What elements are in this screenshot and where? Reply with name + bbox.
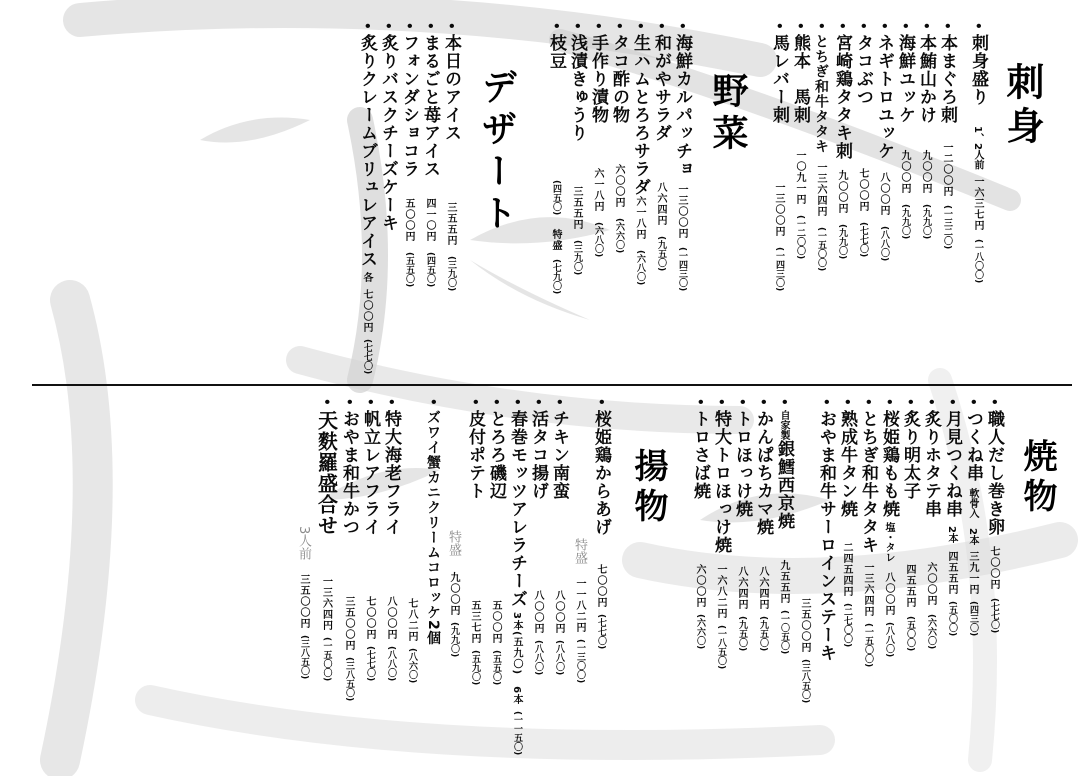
menu-item-agemono-8: • ズワイ蟹カニクリームコロッケ2個 bbox=[425, 398, 441, 646]
menu-item-yakimono-5: • 桜姫鶏もも焼 塩・タレ 八〇〇円 (八八〇) bbox=[879, 398, 899, 657]
menu-item-agemono-0: • 桜姫鶏からあげ 七〇〇円 (七七〇) bbox=[591, 398, 611, 649]
menu-item-yakimono-8-price: 三五〇〇円 (三八五〇) bbox=[799, 598, 810, 704]
menu-item-agemono-12: • 天麩羅盛合せ 一三六四円 (一五〇〇) bbox=[314, 398, 339, 681]
menu-item-yasai-1: • 和がやサラダ 八六四円 (九五〇) bbox=[651, 22, 671, 271]
menu-item-agemono-13: 3人前 三五〇〇円 (三八五〇) bbox=[296, 526, 311, 680]
menu-item-agemono-3: • 活タコ揚げ 八〇〇円 (八八〇) bbox=[528, 398, 548, 675]
menu-item-agemono-2: • チキン南蛮 八〇〇円 (八八〇) bbox=[549, 398, 569, 675]
menu-item-yakimono-6: • とちぎ和牛タタキ 一三六四円 (一五〇〇) bbox=[858, 398, 878, 667]
menu-item-yakimono-1: • つくね串 軟骨入 2本 三九一円 (四三〇) bbox=[963, 398, 983, 636]
menu-item-agemono-4: • 春巻モッツアレラチーズ 3本(五九〇) 6本 (一一五〇) bbox=[507, 398, 527, 755]
section-title-sashimi: 刺身 bbox=[1000, 62, 1045, 150]
menu-item-yakimono-9: • 自家製 銀鱈西京焼 九五五円 (一〇五〇) bbox=[774, 398, 794, 654]
menu-item-agemono-11: • おやま和牛かつ 三五〇〇円 (三八五〇) bbox=[339, 398, 359, 701]
menu-item-yasai-6: • 枝豆 (四五〇) 特盛 (七九〇) bbox=[546, 22, 566, 295]
menu-item-sashimi-3: • 海鮮ユッケ 九〇〇円 (九九〇) bbox=[895, 22, 915, 239]
menu-item-yakimono-7: • 熟成牛タン焼 二四五四円 (二七〇〇) bbox=[837, 398, 857, 647]
menu-item-sashimi-5: • タコぶつ 七〇〇円 (七七〇) bbox=[853, 22, 873, 257]
menu-item-yasai-3: • タコ酢の物 六〇〇円 (六六〇) bbox=[609, 22, 629, 253]
menu-item-agemono-1: 特盛 一一八二円 (一三〇〇) bbox=[572, 538, 587, 684]
menu-item-agemono-6: • 皮付ポテト 五三七円 (五九〇) bbox=[465, 398, 485, 685]
menu-item-yakimono-8: • おやま和牛サーロインステーキ bbox=[816, 398, 836, 662]
menu-item-agemono-10: • 帆立レアフライ 七〇〇円 (七七〇) bbox=[360, 398, 380, 681]
menu-item-yasai-4: • 手作り漬物 六一八円 (六八〇) bbox=[588, 22, 608, 257]
menu-item-yakimono-2: • 月見つくね串 2本 四五五円 (五〇〇) bbox=[942, 398, 962, 636]
menu-item-dessert-0: • 本日のアイス 三五五円 (三九〇) bbox=[441, 22, 461, 291]
menu-item-yakimono-3: • 炙りホタテ串 六〇〇円 (六六〇) bbox=[921, 398, 941, 649]
section-title-yakimono: 焼物 bbox=[1017, 438, 1057, 518]
menu-item-sashimi-1: • 本まぐろ刺 一二〇〇円 (一三二〇) bbox=[937, 22, 957, 249]
top-menu-panel bbox=[356, 22, 1050, 382]
menu-item-dessert-1: • まるごと苺アイス 四一〇円 (四五〇) bbox=[420, 22, 440, 287]
menu-item-yakimono-0: • 職人だし巻き卵 七〇〇円 (七七〇) bbox=[984, 398, 1004, 633]
menu-item-dessert-4: • 炙りクレームブリュレアイス 各 七〇〇円 (七七〇) bbox=[357, 22, 377, 374]
menu-item-sashimi-6: • 宮崎鶏タタキ刺 九〇〇円 (九九〇) bbox=[832, 22, 852, 259]
menu-item-yakimono-10: • かんぱちカマ焼 八六四円 (九五〇) bbox=[753, 398, 773, 651]
section-title-yasai: 野菜 bbox=[707, 72, 749, 156]
section-title-dessert: デザート bbox=[476, 68, 518, 236]
menu-item-sashimi-4: • ネギトロユッケ 八〇〇円 (八八〇) bbox=[874, 22, 894, 261]
menu-item-sashimi-0: • 刺身盛り 1、2人前 一六三七円 (一八〇〇) bbox=[968, 22, 988, 283]
section-title-agemono: 揚物 bbox=[628, 448, 668, 528]
menu-item-yakimono-13: • トロさば焼 六〇〇円 (六六〇) bbox=[690, 398, 710, 649]
menu-item-yakimono-4: • 炙り明太子 四五五円 (五〇〇) bbox=[900, 398, 920, 651]
menu-item-sashimi-8: • 熊本 馬刺 一〇九一円 (一二〇〇) bbox=[790, 22, 810, 259]
section-divider bbox=[32, 384, 1072, 386]
menu-item-agemono-9: • 特大海老フライ 八〇〇円 (八八〇) bbox=[381, 398, 401, 681]
menu-item-agemono-7: 特盛 九〇〇円 (九九〇) bbox=[446, 530, 461, 658]
menu-item-sashimi-7: • とちぎ和牛タタキ 一三六四円 (一五〇〇) bbox=[813, 22, 829, 271]
menu-item-agemono-5: • とろろ磯辺 五〇〇円 (五五〇) bbox=[486, 398, 506, 685]
menu-item-dessert-3: • 炙りバスクチーズケーキ bbox=[378, 22, 398, 232]
menu-item-dessert-2: • フォンダショコラ 五〇〇円 (五五〇) bbox=[399, 22, 419, 287]
menu-item-yasai-0: • 海鮮カルパッチョ 一三〇〇円 (一四三〇) bbox=[672, 22, 692, 291]
menu-item-yakimono-12: • 特大トロほっけ焼 一六八二円 (一八五〇) bbox=[711, 398, 731, 669]
menu-item-sashimi-9: • 馬レバー刺 一三〇〇円 (一四三〇) bbox=[769, 22, 789, 291]
menu-item-agemono-8-price: 七八二円 (八六〇) bbox=[406, 598, 417, 684]
menu-item-sashimi-2: • 本鮪山かけ 九〇〇円 (九九〇) bbox=[916, 22, 936, 239]
menu-item-yasai-2: • 生ハムとろろサラダ 六一八円 (六八〇) bbox=[630, 22, 650, 285]
menu-item-yakimono-11: • トロほっけ焼 八六四円 (九五〇) bbox=[732, 398, 752, 651]
bottom-menu-panel bbox=[293, 398, 1062, 770]
menu-item-yasai-5: • 浅漬きゅうり 三五五円 (三九〇) bbox=[567, 22, 587, 275]
